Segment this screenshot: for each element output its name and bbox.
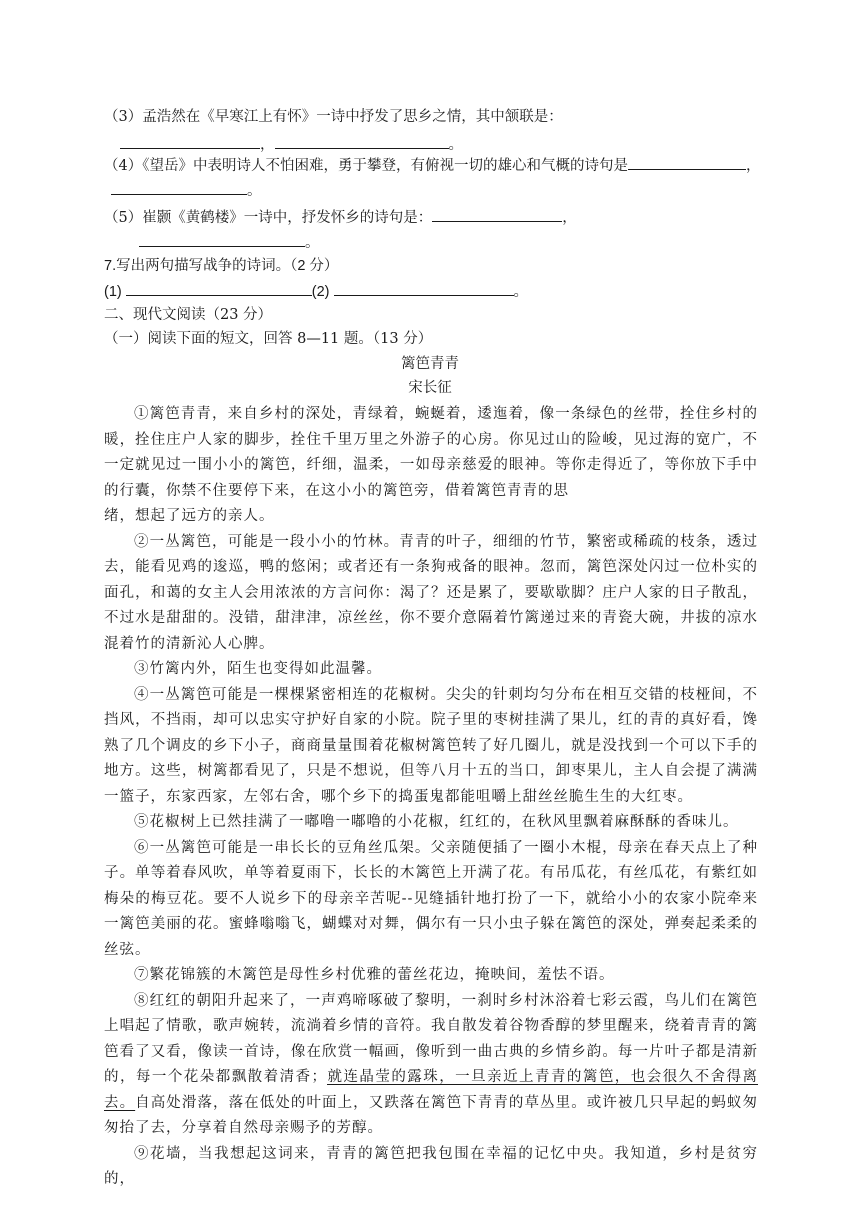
question-number: （5）	[104, 210, 143, 226]
article-author-text: 宋长征	[408, 380, 452, 396]
section-subheading-text: （一）阅读下面的短文，回答 8—11 题。（13 分）	[104, 331, 433, 347]
paragraph-8	[104, 989, 758, 1142]
question-7	[104, 256, 338, 276]
question-5-answer	[139, 232, 320, 253]
paragraph-1: ①篱笆青青，来自乡村的深处，青绿着，蜿蜒着，逶迤着，像一条绿色的丝带，拴住乡村的暖，拴住庄户人家的脚步，拴住千里万里之外游子的心房。你见过山的险峻，见过海的宽广，不一定就见过一围小小的篱笆，纤细，温柔，一如母亲慈爱的眼神。等你走得近了，等你放下手中的行囊，你禁不住要停下来，在这小小的篱笆旁，借着篱笆青青的思	[104, 406, 758, 499]
answer-blank[interactable]	[126, 281, 312, 296]
answer-blank[interactable]	[275, 134, 449, 149]
question-number: （4）	[104, 158, 143, 174]
article-body	[104, 402, 758, 1193]
section-heading	[104, 305, 272, 325]
punctuation: ，	[562, 210, 577, 226]
question-3	[104, 107, 563, 127]
answer-blank[interactable]	[628, 155, 746, 170]
paragraph-7: ⑦繁花锦簇的木篱笆是母性乡村优雅的蕾丝花边，掩映间，羞怯不语。	[134, 967, 615, 983]
section-subheading	[104, 329, 432, 349]
punctuation: 。	[305, 235, 320, 251]
article-title	[0, 354, 860, 374]
question-4-answer	[111, 180, 262, 201]
paragraph-3: ③竹篱内外，陌生也变得如此温馨。	[134, 661, 382, 677]
question-number: （3）	[104, 109, 143, 125]
section-heading-text: 二、现代文阅读（23 分）	[104, 307, 273, 323]
answer-blank[interactable]	[334, 281, 514, 296]
question-text: 《望岳》中表明诗人不怕困难，勇于攀登，有俯视一切的雄心和气概的诗句是	[142, 158, 628, 174]
answer-blank[interactable]	[139, 232, 305, 247]
paragraph-4: ④一丛篱笆可能是一棵棵紧密相连的花椒树。尖尖的针刺均匀分布在相互交错的枝桠间，不挡风，不挡雨，却可以忠实守护好自家的小院。院子里的枣树挂满了果儿，红的青的真好看，馋熟了几个调皮的乡下小子，商商量量围着花椒树篱笆转了好几圈儿，就是没找到一个可以下手的地方。这些，树篱都看见了，只是不想说，但等八月十五的当口，卸枣果儿，主人自会提了满满一篮子，东家西家，左邻右舍，哪个乡下的捣蛋鬼都能咀嚼上甜丝丝脆生生的大红枣。	[104, 686, 758, 805]
paragraph-1-continued: 绪，想起了远方的亲人。	[104, 508, 275, 524]
punctuation: 。	[448, 137, 463, 153]
paragraph-6: ⑥一丛篱笆可能是一串长长的豆角丝瓜架。父亲随便插了一圈小木棍，母亲在春天点上了种子。单等着春风吹，单等着夏雨下，长长的木篱笆上开满了花。有吊瓜花，有丝瓜花，有紫红如梅朵的梅豆花。要不人说乡下的母亲辛苦呢--见缝插针地打扮了一下，就给小小的农家小院牵来一篱笆美丽的花。蜜蜂嗡嗡飞，蝴蝶对对舞，偶尔有一只小虫子躲在篱笆的深处，弹奏起柔柔的丝弦。	[104, 839, 758, 958]
question-4	[104, 155, 760, 176]
paragraph-2: ②一丛篱笆，可能是一段小小的竹林。青青的叶子，细细的竹节，繁密或稀疏的枝条，透过去，能看见鸡的逡巡，鸭的悠闲；或者还有一条狗戒备的眼神。忽而，篱笆深处闪过一位朴实的面孔，和蔼的女主人会用浓浓的方言问你：渴了？还是累了，要歇歇脚？庄户人家的日子散乱，不过水是甜甜的。没错，甜津津，凉丝丝，你不要介意隔着竹篱递过来的青瓷大碗，井拔的凉水混着竹的清新沁人心脾。	[104, 533, 758, 652]
question-text: 孟浩然在《早寒江上有怀》一诗中抒发了思乡之情，其中颔联是：	[142, 109, 563, 125]
answer-blank[interactable]	[120, 134, 260, 149]
paragraph-5: ⑤花椒树上已然挂满了一嘟噜一嘟噜的小花椒，红红的，在秋风里飘着麻酥酥的香味儿。	[134, 814, 739, 830]
article-title-text: 篱笆青青	[401, 356, 459, 372]
paragraph-8-tail: 自高处滑落，落在低处的叶面上，又跌落在篱笆下青青的草丛里。或许被几只早起的蚂蚁匆匆抬了去，分享着自然母亲赐予的芳醇。	[104, 1094, 759, 1136]
question-text: 7.写出两句描写战争的诗词。（2 分）	[104, 258, 339, 274]
answer-label-2: (2)	[311, 284, 334, 300]
answer-blank[interactable]	[111, 180, 247, 195]
paragraph-8-text: ⑧红红的朝阳升起来了，一声鸡啼啄破了黎明，一刹时乡村沐浴着七彩云霞，鸟儿们在篱笆上唱起了情歌，歌声婉转，流淌着乡情的音符。我自散发着谷物香醇的梦里醒来，绕着青青的篱笆看了又看，像读一首诗，像在欣赏一幅画，像听到一曲古典的乡情乡韵。每一片叶子都是清新的，每一个花朵都飘散着清香；	[104, 992, 758, 1085]
punctuation: ，	[260, 137, 275, 153]
punctuation: 。	[513, 284, 528, 300]
question-text: 崔颢《黄鹤楼》一诗中，抒发怀乡的诗句是：	[142, 210, 433, 226]
paragraph-9: ⑨花墙，当我想起这词来，青青的篱笆把我包围在幸福的记忆中央。我知道，乡村是贫穷的，	[104, 1145, 758, 1187]
question-7-answer	[104, 281, 528, 302]
answer-label-1: (1)	[104, 284, 126, 300]
question-3-answer	[120, 134, 463, 155]
punctuation: 。	[247, 183, 262, 199]
question-5	[104, 207, 577, 228]
article-author	[0, 378, 860, 398]
answer-blank[interactable]	[432, 207, 562, 222]
underlined-sentence: 就连晶莹的露珠，一旦亲近上青青的篱笆，也会很久不舍得离去。	[104, 1069, 759, 1111]
punctuation: ，	[745, 158, 761, 174]
